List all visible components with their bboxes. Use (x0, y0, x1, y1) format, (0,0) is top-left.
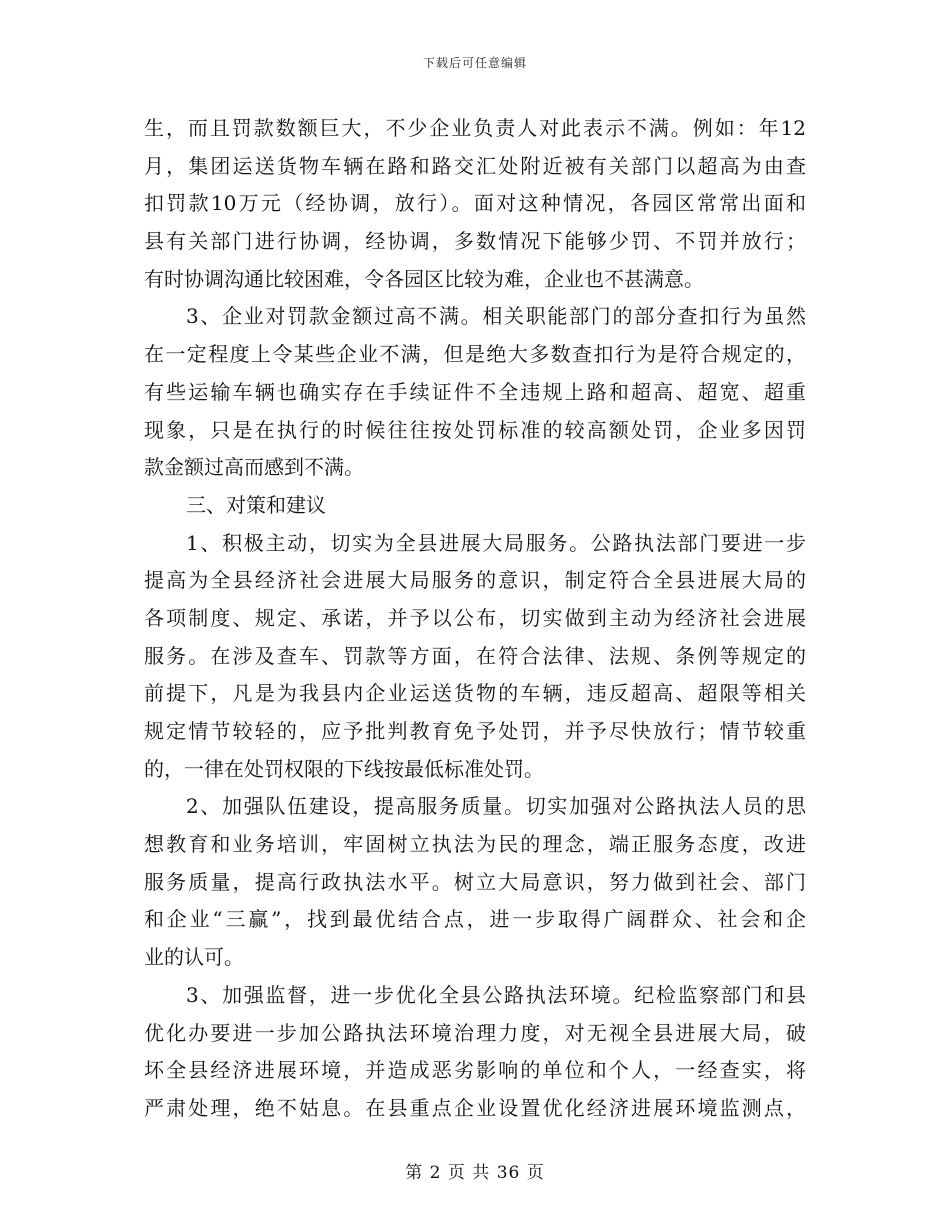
text-line: 2、加强队伍建设，提高服务质量。切实加强对公路执法人员的思 (186, 794, 806, 819)
text-line: 现象，只是在执行的时候往往按处罚标准的较高额处罚，企业多因罚 (144, 417, 806, 442)
text-line: 县有关部门进行协调，经协调，多数情况下能够少罚、不罚并放行； (144, 229, 806, 254)
text-line: 规定情节较轻的，应予批判教育免予处罚，并予尽快放行；情节较重 (144, 719, 806, 743)
text-line: 生，而且罚款数额巨大，不少企业负责人对此表示不满。例如：年12 (144, 116, 806, 140)
document-body (144, 110, 806, 1128)
text-line: 3、加强监督，进一步优化全县公路执法环境。纪检监察部门和县 (186, 982, 806, 1007)
text-line: 款金额过高而感到不满。 (144, 455, 364, 480)
text-line: 严肃处理，绝不姑息。在县重点企业设置优化经济进展环境监测点， (144, 1095, 806, 1120)
page-footer: 第 2 页 共 36 页 (405, 1163, 545, 1183)
text-line: 1、积极主动，切实为全县进展大局服务。公路执法部门要进一步 (186, 530, 806, 555)
text-line: 想教育和业务培训，牢固树立执法为民的理念，端正服务态度，改进 (144, 832, 806, 857)
text-line: 有时协调沟通比较困难，令各园区比较为难，企业也不甚满意。 (144, 266, 704, 291)
text-line: 的，一律在处罚权限的下线按最低标准处罚。 (144, 756, 544, 781)
text-line: 在一定程度上令某些企业不满，但是绝大多数查扣行为是符合规定的， (144, 342, 806, 367)
text-line: 月，集团运送货物车辆在路和路交汇处附近被有关部门以超高为由查 (144, 153, 806, 178)
text-line: 服务质量，提高行政执法水平。树立大局意识，努力做到社会、部门 (144, 869, 806, 894)
text-line: 坏全县经济进展环境，并造成恶劣影响的单位和个人，一经查实，将 (144, 1058, 806, 1083)
text-line: 前提下，凡是为我县内企业运送货物的车辆，违反超高、超限等相关 (144, 681, 806, 706)
text-line: 和企业“三赢”，找到最优结合点，进一步取得广阔群众、社会和企 (144, 907, 806, 932)
text-line: 三、对策和建议 (186, 492, 326, 517)
text-line: 优化办要进一步加公路执法环境治理力度，对无视全县进展大局，破 (144, 1020, 806, 1045)
text-line: 有些运输车辆也确实存在手续证件不全违规上路和超高、超宽、超重 (144, 379, 806, 404)
text-line: 提高为全县经济社会进展大局服务的意识，制定符合全县进展大局的 (144, 568, 806, 593)
text-line: 扣罚款10万元（经协调，放行）。面对这种情况，各园区常常出面和 (144, 191, 806, 216)
text-line: 业的认可。 (144, 945, 244, 970)
page-header: 下载后可任意编辑 (422, 56, 527, 70)
text-line: 服务。在涉及查车、罚款等方面，在符合法律、法规、条例等规定的 (144, 643, 806, 668)
text-line: 3、企业对罚款金额过高不满。相关职能部门的部分查扣行为虽然 (186, 304, 806, 329)
text-line: 各项制度、规定、承诺，并予以公布，切实做到主动为经济社会进展 (144, 605, 806, 630)
